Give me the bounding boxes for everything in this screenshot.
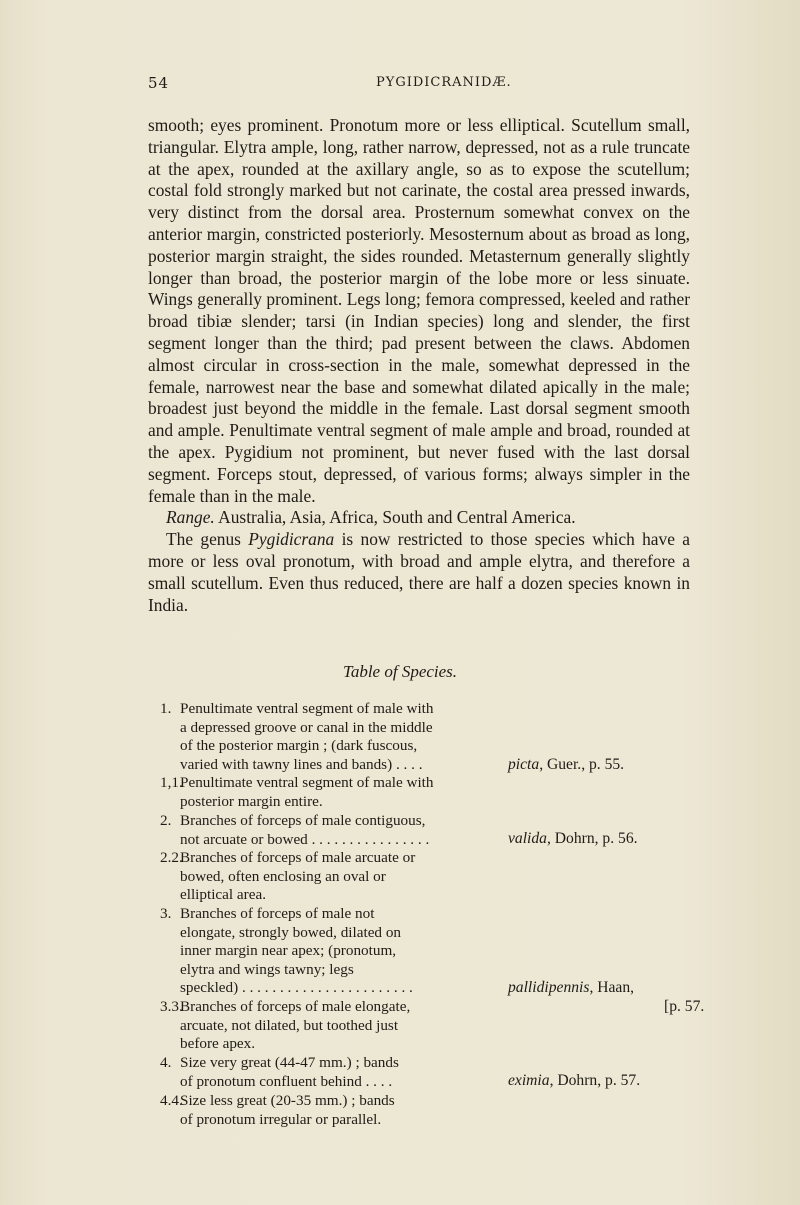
key-entry — [160, 849, 490, 905]
key-entry — [160, 1092, 490, 1129]
running-title: PYGIDICRANIDÆ. — [376, 75, 512, 90]
species-author: , Dohrn, p. 56. — [546, 830, 638, 847]
key-entry — [160, 998, 490, 1054]
species-author: , Guer., p. 55. — [539, 756, 625, 773]
key-number: 3.3. — [160, 998, 183, 1015]
species-pallidipennis — [508, 979, 634, 998]
key-line: Branches of forceps of male elongate, — [180, 998, 411, 1015]
key-line: varied with tawny lines and bands) . . . . — [180, 755, 423, 773]
genus-name: Pygidicrana — [248, 529, 335, 550]
species-picta — [508, 756, 624, 775]
table-title: Table of Species. — [342, 662, 458, 681]
key-number: 1,1. — [160, 774, 183, 791]
genus-text-b: is now restricted to those species which have a more or less oval pronotum, with broad and ample elytra, and therefore a small scutellum. Even thus reduced, there are half a dozen species known in India. — [148, 529, 690, 615]
key-line: Branches of forceps of male contiguous, — [180, 812, 426, 829]
page-reference: [p. 57. — [664, 998, 705, 1015]
key-entry — [160, 812, 490, 849]
range-label: Range. — [166, 507, 215, 528]
key-number: 2. — [160, 812, 172, 829]
paragraph-genus — [148, 529, 690, 616]
key-line: Penultimate ventral segment of male with — [180, 700, 434, 717]
key-line: of the posterior margin ; (dark fuscous, — [180, 737, 418, 755]
key-number: 2.2. — [160, 849, 183, 866]
key-line: before apex. — [180, 1035, 256, 1053]
key-line: a depressed groove or canal in the middle — [180, 718, 433, 736]
key-line: Size less great (20-35 mm.) ; bands — [180, 1092, 395, 1109]
key-number: 1. — [160, 700, 172, 717]
species-name: valida — [508, 830, 547, 847]
species-author: , Dohrn, p. 57. — [549, 1072, 641, 1089]
key-entry — [160, 905, 490, 998]
key-entry — [160, 774, 490, 811]
species-valida — [508, 830, 638, 849]
key-line: elongate, strongly bowed, dilated on — [180, 923, 402, 941]
page-number: 54 — [148, 74, 170, 92]
key-line: Penultimate ventral segment of male with — [180, 774, 434, 791]
key-line: arcuate, not dilated, but toothed just — [180, 1016, 399, 1034]
key-line: inner margin near apex; (pronotum, — [180, 942, 397, 960]
species-name: eximia — [508, 1072, 550, 1089]
paragraph-description: smooth; eyes prominent. Pronotum more or less elliptical. Scutellum small, triangular. Elytra ample, long, rather narrow, depressed, not as a rule truncate at the apex, rounded at the axillary angle, so as to expose the scutellum; costal fold strongly marked but not carinate, the costal area pressed inwards, very distinct from the dorsal area. Prosternum somewhat convex on the anterior margin, constricted posteriorly. Mesosternum about as broad as long, posterior margin straight, the sides rounded. Metasternum generally slightly longer than broad, the posterior margin of the lobe more or less sinuate. Wings generally prominent. Legs long; femora compressed, keeled and rather broad tibiæ slender; tarsi (in Indian species) long and slender, the first segment longer than the third; pad present between the claws. Abdomen almost circular in cross-section in the male, somewhat depressed in the female, narrowest near the base and somewhat dilated apically in the male; broadest just beyond the middle in the female. Last dorsal segment smooth and ample. Penultimate ventral segment of male ample and broad, rounded at the apex. Pygidium not prominent, but never fused with the last dorsal segment. Forceps stout, depressed, of various forms; always simpler in the female than in the male. — [148, 115, 690, 506]
key-line: of pronotum irregular or parallel. — [180, 1110, 382, 1128]
key-line: Branches of forceps of male not — [180, 905, 375, 922]
body-text — [148, 115, 690, 616]
key-line: bowed, often enclosing an oval or — [180, 867, 386, 885]
species-eximia — [508, 1072, 640, 1091]
range-text: Australia, Asia, Africa, South and Central America. — [214, 507, 576, 528]
genus-text-a: The genus — [166, 529, 249, 550]
key-line: elytra and wings tawny; legs — [180, 960, 354, 978]
key-entry — [160, 700, 490, 774]
species-name: pallidipennis — [508, 979, 590, 996]
key-line: elliptical area. — [180, 886, 267, 904]
key-entry — [160, 1054, 490, 1091]
key-line: Branches of forceps of male arcuate or — [180, 849, 416, 866]
key-line: of pronotum confluent behind . . . . — [180, 1072, 393, 1090]
key-line: speckled) . . . . . . . . . . . . . . . . . . . . . . . — [180, 979, 413, 997]
species-name: picta — [508, 756, 540, 773]
page-header — [148, 74, 668, 94]
species-author: , Haan, — [589, 979, 635, 996]
key-number: 4.4. — [160, 1092, 183, 1109]
key-number: 3. — [160, 905, 172, 922]
paragraph-range — [148, 507, 690, 529]
key-line: Size very great (44-47 mm.) ; bands — [180, 1054, 399, 1071]
species-key — [0, 700, 800, 1180]
key-line: not arcuate or bowed . . . . . . . . . . . . . . . . — [180, 830, 430, 848]
key-line: posterior margin entire. — [180, 792, 323, 810]
key-number: 4. — [160, 1054, 172, 1071]
